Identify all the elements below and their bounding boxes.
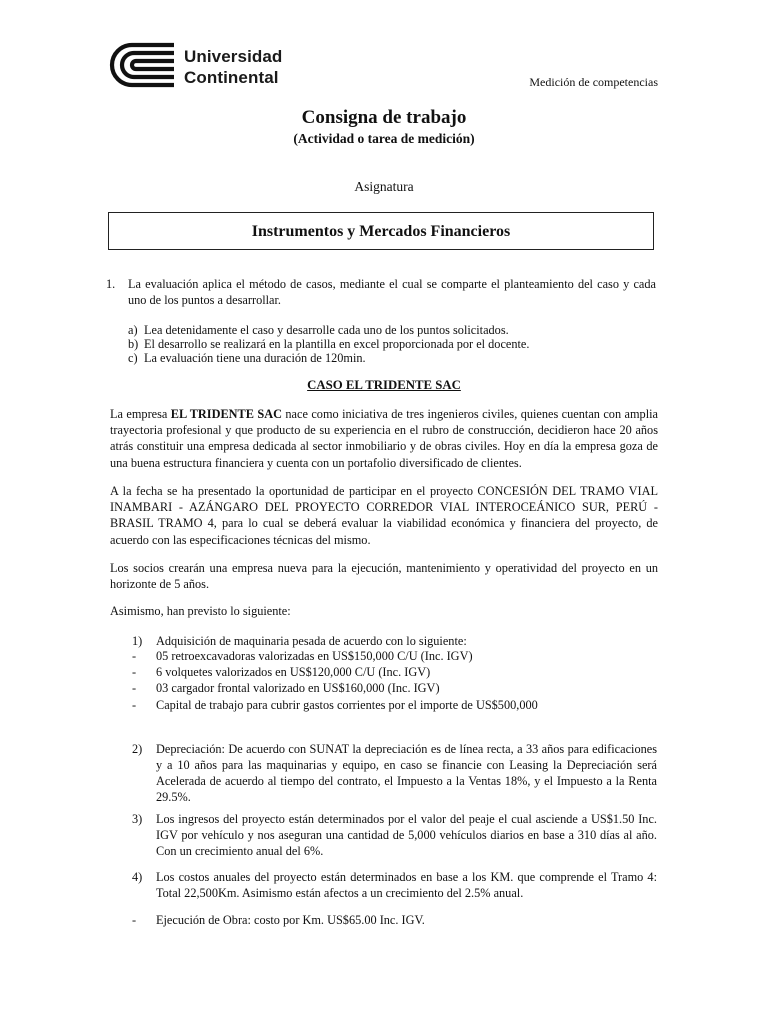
- asignatura-label: Asignatura: [354, 179, 414, 194]
- list-item-2-text: Depreciación: De acuerdo con SUNAT la depreciación es de línea recta, a 33 años para edificaciones y a 10 años para las maquinarias y equipo, en caso se financie con Leasing la Depreciación será Acelerada de acuerdo al tiempo del contrato, el Impuesto a la Ventas 18%, y el Impuesto a la Renta 29.5%.: [156, 742, 657, 804]
- dash-text: Ejecución de Obra: costo por Km. US$65.00 Inc. IGV.: [156, 913, 425, 927]
- logo-line-2: Continental: [184, 68, 279, 87]
- dash-bullet: -: [132, 665, 137, 679]
- paragraph-1-rest: nace como iniciativa de tres ingenieros civiles, quienes cuentan con amplia trayectoria profesional y que producto de su experiencia en el rubro de construcción, decidieron hace 20 años atrás constituir una empresa dedicada al sector inmobiliario y de obras civiles. Hoy en día la empresa goza de una buena estructura financiera y cuenta con un portafolio diversificado de clientes.: [110, 407, 658, 470]
- course-name-box: [108, 212, 654, 250]
- subitem-letter: b): [128, 337, 139, 351]
- dash-bullet: -: [132, 681, 137, 695]
- list-item-dash: [132, 664, 652, 680]
- paragraph-1-prefix: La empresa: [110, 407, 171, 421]
- list-item-1-text: Adquisición de maquinaria pesada de acuerdo con lo siguiente:: [156, 634, 467, 648]
- list-item-4-number: 4): [132, 870, 143, 884]
- logo-wordmark: [184, 46, 282, 88]
- paragraph-3: Los socios crearán una empresa nueva para la ejecución, mantenimiento y operatividad del proyecto en un horizonte de 5 años.: [110, 561, 658, 592]
- subitem-b: [128, 337, 648, 352]
- subitem-text: La evaluación tiene una duración de 120min.: [144, 351, 366, 365]
- case-title: CASO EL TRIDENTE SAC: [307, 378, 461, 392]
- list-item-dash: [132, 912, 652, 928]
- subitem-text: Lea detenidamente el caso y desarrolle cada uno de los puntos solicitados.: [144, 323, 509, 337]
- dash-bullet: -: [132, 913, 137, 927]
- subitem-a: [128, 323, 648, 338]
- list-item-3-text: Los ingresos del proyecto están determinados por el valor del peaje el cual asciende a US$1.50 Inc. IGV por vehículo y nos aseguran una cantidad de 5,000 vehículos diarios en base a 310 días al año. Con un crecimiento anual del 6%.: [156, 812, 657, 858]
- list-item-dash: [132, 680, 652, 696]
- dash-text: Capital de trabajo para cubrir gastos corrientes por el importe de US$500,000: [156, 698, 538, 712]
- item-1-number: 1.: [106, 277, 116, 291]
- paragraph-1: [110, 406, 658, 471]
- list-item-1-number: 1): [132, 634, 143, 648]
- list-item-2-number: 2): [132, 742, 143, 756]
- item-1-text: La evaluación aplica el método de casos, mediante el cual se comparte el planteamiento del caso y cada uno de los puntos a desarrollar.: [128, 277, 656, 308]
- list-item-4-text: Los costos anuales del proyecto están determinados en base a los KM. que comprende el Tramo 4: Total 22,500Km. Asimismo están afectos a un crecimiento del 2.5% anual.: [156, 870, 657, 900]
- logo-c-mark-icon: [108, 42, 178, 88]
- subitem-letter: c): [128, 351, 138, 365]
- dash-bullet: -: [132, 698, 137, 712]
- course-name: Instrumentos y Mercados Financieros: [251, 223, 511, 240]
- paragraph-2: A la fecha se ha presentado la oportunidad de participar en el proyecto CONCESIÓN DEL TRAMO VIAL INAMBARI - AZÁNGARO DEL PROYECTO CORREDOR VIAL INTEROCEÁNICO SUR, PERÚ - BRASIL TRAMO 4, para lo cual se deberá evaluar la viabilidad económica y financiera del proyecto, de acuerdo con las especificaciones técnicas del mismo.: [110, 484, 658, 547]
- university-logo: [108, 42, 288, 92]
- page-title: Consigna de trabajo: [301, 107, 467, 128]
- subitem-text: El desarrollo se realizará en la plantilla en excel proporcionada por el docente.: [144, 337, 530, 351]
- dash-bullet: -: [132, 649, 137, 663]
- dash-text: 05 retroexcavadoras valorizadas en US$150,000 C/U (Inc. IGV): [156, 649, 473, 663]
- company-name: EL TRIDENTE SAC: [170, 407, 282, 421]
- subitem-letter: a): [128, 323, 138, 337]
- dash-text: 03 cargador frontal valorizado en US$160,000 (Inc. IGV): [156, 681, 440, 695]
- logo-line-1: Universidad: [184, 47, 283, 66]
- dash-text: 6 volquetes valorizados en US$120,000 C/U (Inc. IGV): [156, 665, 431, 679]
- paragraph-4: Asimismo, han previsto lo siguiente:: [110, 604, 291, 618]
- page-subtitle: (Actividad o tarea de medición): [293, 131, 475, 146]
- subitem-c: [128, 351, 648, 366]
- list-item-dash: [132, 648, 652, 664]
- list-item-dash: [132, 697, 652, 713]
- header-right-label: Medición de competencias: [529, 75, 658, 89]
- list-item-3-number: 3): [132, 812, 143, 826]
